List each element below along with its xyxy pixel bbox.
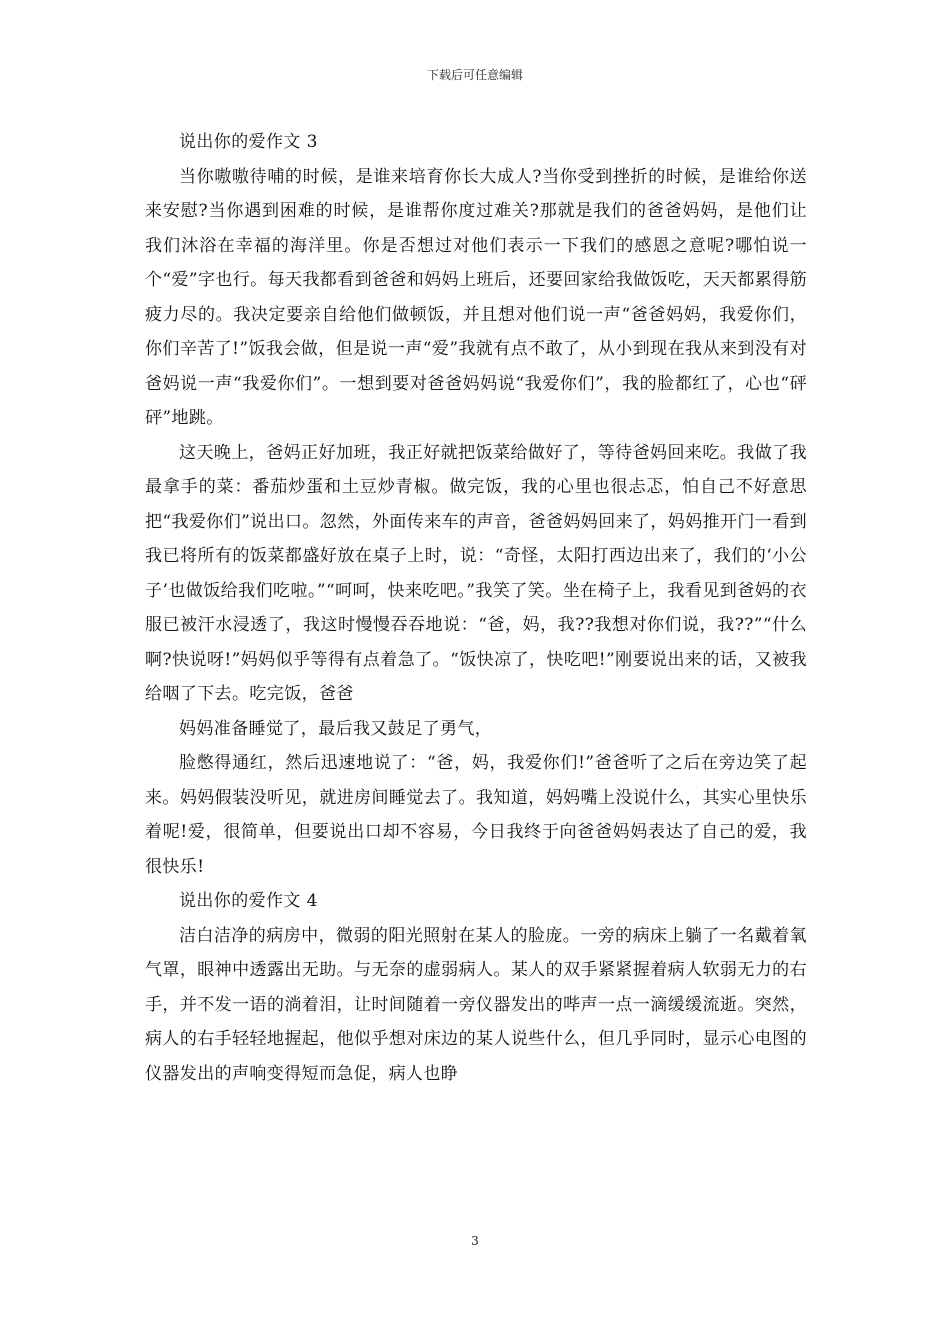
paragraph: 洁白洁净的病房中，微弱的阳光照射在某人的脸庞。一旁的病床上躺了一名戴着氧气罩，眼神中透露出无助。与无奈的虚弱病人。某人的双手紧紧握着病人软弱无力的右手，并不发一语的淌着泪，让时间随着一旁仪器发出的哔声一点一滴缓缓流逝。突然，病人的右手轻轻地握起，他似乎想对床边的某人说些什么，但几乎同时，显示心电图的仪器发出的声响变得短而急促，病人也睁 [145, 925, 807, 1084]
essay-title: 说出你的爱作文 3 [179, 132, 318, 152]
page-header: 下载后可任意编辑 [426, 68, 523, 82]
document-body [145, 125, 807, 1091]
paragraph: 当你嗷嗷待哺的时候，是谁来培育你长大成人?当你受到挫折的时候，是谁给你送来安慰?当你遇到困难的时候，是谁帮你度过难关?那就是我们的爸爸妈妈，是他们让我们沐浴在幸福的海洋里。你是否想过对他们表示一下我们的感恩之意呢?哪怕说一个“爱”字也行。每天我都看到爸爸和妈妈上班后，还要回家给我做饭吃，天天都累得筋疲力尽的。我决定要亲自给他们做顿饭，并且想对他们说一声“爸爸妈妈，我爱你们，你们辛苦了!”饭我会做，但是说一声“爱”我就有点不敢了，从小到现在我从来到没有对爸妈说一声“我爱你们”。一想到要对爸爸妈妈说“我爱你们”，我的脸都红了，心也“砰砰”地跳。 [145, 166, 807, 428]
essay-title: 说出你的爱作文 4 [179, 891, 318, 911]
paragraph: 妈妈准备睡觉了，最后我又鼓足了勇气， [179, 718, 493, 739]
paragraph: 这天晚上，爸妈正好加班，我正好就把饭菜给做好了，等待爸妈回来吃。我做了我最拿手的菜：番茄炒蛋和土豆炒青椒。做完饭，我的心里也很忐忑，怕自己不好意思把“我爱你们”说出口。忽然，外面传来车的声音，爸爸妈妈回来了，妈妈推开门一看到我已将所有的饭菜都盛好放在桌子上时，说：“奇怪，太阳打西边出来了，我们的‘小公子’也做饭给我们吃啦。”“呵呵，快来吃吧。”我笑了笑。坐在椅子上，我看见到爸妈的衣服已被汗水浸透了，我这时慢慢吞吞地说：“爸，妈，我??我想对你们说，我??”“什么啊?快说呀!”妈妈似乎等得有点着急了。“饭快凉了，快吃吧!”刚要说出来的话，又被我给咽了下去。吃完饭，爸爸 [145, 442, 807, 704]
page-number: 3 [471, 1234, 479, 1248]
paragraph: 脸憋得通红，然后迅速地说了：“爸，妈，我爱你们!”爸爸听了之后在旁边笑了起来。妈妈假装没听见，就进房间睡觉去了。我知道，妈妈嘴上没说什么，其实心里快乐着呢!爱，很简单，但要说出口却不容易，今日我终于向爸爸妈妈表达了自己的爱，我很快乐! [145, 753, 807, 877]
